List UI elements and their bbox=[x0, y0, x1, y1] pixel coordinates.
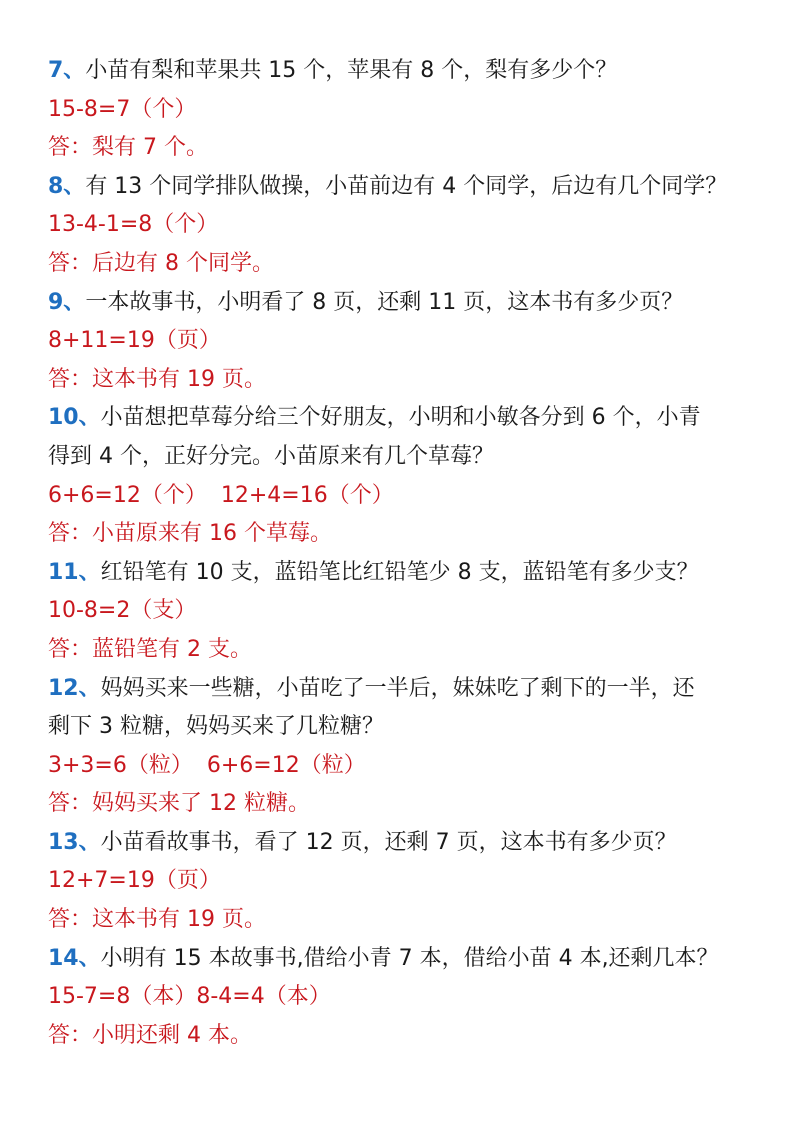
answer-14: 答：小明还剩 4 本。 bbox=[48, 1022, 252, 1048]
answer-9: 答：这本书有 19 页。 bbox=[48, 366, 266, 392]
question-number: 10、 bbox=[48, 405, 101, 431]
formula-14: 15-7=8（本）8-4=4（本） bbox=[48, 984, 331, 1010]
question-10-line-2: 得到 4 个，正好分完。小苗原来有几个草莓？ bbox=[48, 443, 494, 469]
answer-8: 答：后边有 8 个同学。 bbox=[48, 250, 274, 276]
answer-12: 答：妈妈买来了 12 粒糖。 bbox=[48, 791, 310, 817]
question-number: 12、 bbox=[48, 675, 101, 701]
formula-8: 13-4-1=8（个） bbox=[48, 212, 219, 238]
question-12-line-2: 剩下 3 粒糖，妈妈买来了几粒糖？ bbox=[48, 714, 384, 740]
question-text: 小苗有梨和苹果共 15 个，苹果有 8 个，梨有多少个？ bbox=[85, 58, 618, 83]
formula-11: 10-8=2（支） bbox=[48, 598, 197, 624]
question-number: 7、 bbox=[48, 58, 86, 83]
question-8 bbox=[48, 168, 758, 207]
formula-9: 8+11=19（页） bbox=[48, 328, 221, 354]
question-13 bbox=[48, 824, 758, 863]
answer-11: 答：蓝铅笔有 2 支。 bbox=[48, 636, 252, 662]
question-text: 妈妈买来一些糖，小苗吃了一半后，妹妹吃了剩下的一半，还 bbox=[100, 675, 695, 701]
question-number: 8、 bbox=[48, 173, 86, 199]
question-number: 11、 bbox=[48, 559, 101, 585]
formula-7: 15-8=7（个） bbox=[48, 96, 197, 122]
question-number: 9、 bbox=[48, 289, 86, 315]
question-7 bbox=[48, 52, 758, 91]
question-text: 小苗想把草莓分给三个好朋友，小明和小敏各分到 6 个，小青 bbox=[100, 405, 701, 431]
formula-10: 6+6=12（个） 12+4=16（个） bbox=[48, 482, 394, 508]
question-text: 小苗看故事书，看了 12 页，还剩 7 页，这本书有多少页？ bbox=[100, 829, 677, 855]
question-text: 小明有 15 本故事书,借给小青 7 本，借给小苗 4 本,还剩几本？ bbox=[100, 945, 719, 971]
worksheet-page bbox=[48, 52, 758, 1055]
question-text: 红铅笔有 10 支，蓝铅笔比红铅笔少 8 支，蓝铅笔有多少支？ bbox=[100, 559, 699, 585]
question-text: 一本故事书，小明看了 8 页，还剩 11 页，这本书有多少页？ bbox=[85, 289, 684, 315]
question-14 bbox=[48, 940, 758, 979]
answer-13: 答：这本书有 19 页。 bbox=[48, 907, 266, 933]
question-9 bbox=[48, 284, 758, 323]
question-number: 14、 bbox=[48, 945, 101, 971]
question-text: 有 13 个同学排队做操，小苗前边有 4 个同学，后边有几个同学？ bbox=[85, 173, 728, 199]
question-11 bbox=[48, 554, 758, 593]
question-10-line-1 bbox=[48, 399, 758, 438]
answer-7: 答：梨有 7 个。 bbox=[48, 135, 208, 161]
formula-12: 3+3=6（粒） 6+6=12（粒） bbox=[48, 752, 366, 778]
answer-10: 答：小苗原来有 16 个草莓。 bbox=[48, 521, 332, 547]
formula-13: 12+7=19（页） bbox=[48, 868, 221, 894]
question-number: 13、 bbox=[48, 829, 101, 855]
question-12-line-1 bbox=[48, 670, 758, 709]
